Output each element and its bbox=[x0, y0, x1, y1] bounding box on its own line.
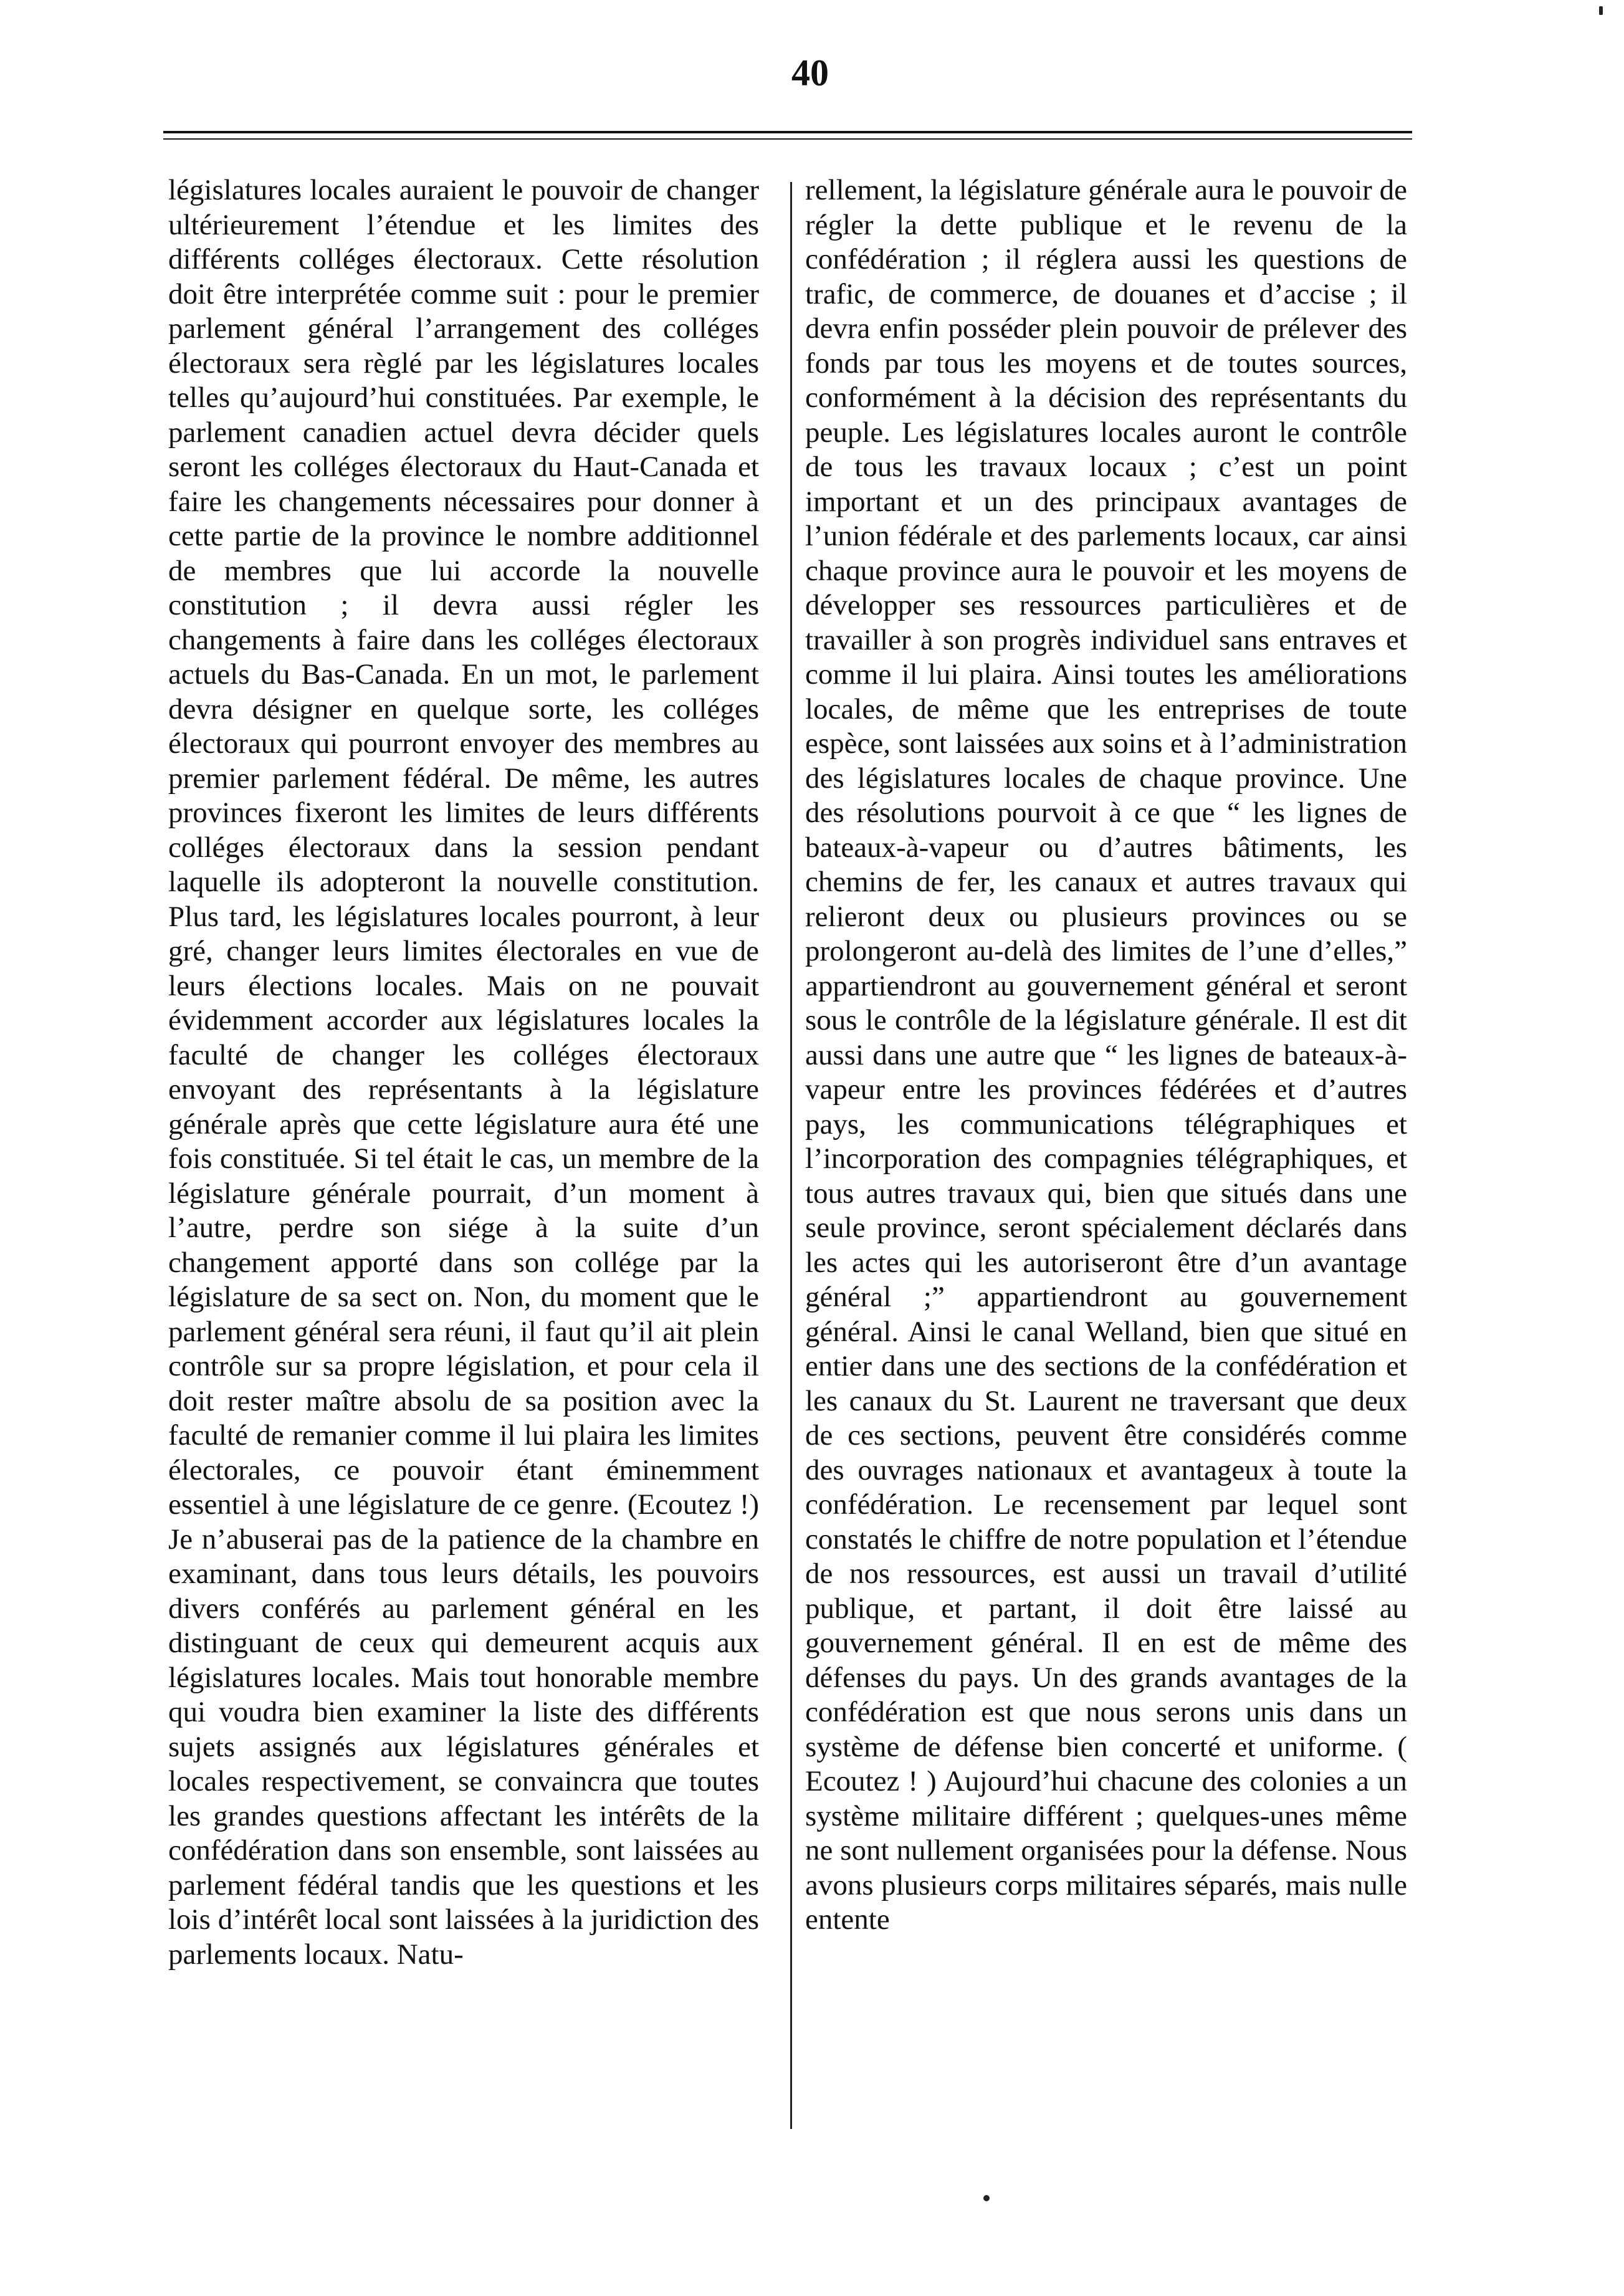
column-text: législatures locales auraient le pouvoir de changer ultérieurement l’étendue et les limites des différents colléges électoraux. Cette résolution doit être interprétée comme suit : pour le premier parlement général l’arrangement des colléges électoraux sera règlé par les législatures locales telles qu’aujourd’hui constituées. Par exemple, le parlement canadien actuel devra décider quels seront les colléges électoraux du Haut-Canada et faire les changements nécessaires pour donner à cette partie de la province le nombre additionnel de membres que lui accorde la nouvelle constitution ; il devra aussi régler les changements à faire dans les colléges électoraux actuels du Bas-Canada. En un mot, le parlement devra désigner en quelque sorte, les colléges électoraux qui pourront envoyer des membres au premier parlement fédéral. De même, les autres provinces fixeront les limites de leurs différents colléges électoraux dans la session pendant laquelle ils adopteront la nouvelle constitution. Plus tard, les législatures locales pourront, à leur gré, changer leurs limites électorales en vue de leurs élections locales. Mais on ne pouvait évidemment accorder aux législatures locales la faculté de changer les colléges électoraux envoyant des représentants à la législature générale après que cette législature aura été une fois constituée. Si tel était le cas, un membre de la législature générale pourrait, d’un moment à l’autre, perdre son siége à la suite d’un changement apporté dans son collége par la législature de sa sect on. Non, du moment que le parlement général sera réuni, il faut qu’il ait plein contrôle sur sa propre législation, et pour cela il doit rester maître absolu de sa position avec la faculté de remanier comme il lui plaira les limites électorales, ce pouvoir étant éminemment essentiel à une législature de ce genre. (Ecoutez !) Je n’abuserai pas de la patience de la chambre en examinant, dans tous leurs détails, les pouvoirs divers conférés au parlement général en les distinguant de ceux qui demeurent acquis aux législatures locales. Mais tout honorable membre qui voudra bien examiner la liste des différents sujets assignés aux législatures générales et locales respectivement, se convaincra que toutes les grandes questions affectant les intérêts de la confédération dans son ensemble, sont laissées au parlement fédéral tandis que les questions et les lois d’intérêt local sont laissées à la juridiction des parlements locaux. Natu- bbox=[168, 174, 759, 1971]
text-column-left bbox=[168, 173, 759, 2143]
ink-speck bbox=[983, 2195, 990, 2201]
column-divider bbox=[790, 182, 792, 2129]
header-rule-thin bbox=[163, 138, 1412, 140]
page-number: 40 bbox=[791, 52, 829, 93]
ink-speck bbox=[1599, 6, 1603, 15]
text-column-right bbox=[805, 173, 1407, 2143]
column-text: rellement, la législature générale aura le pouvoir de régler la dette publique et le revenu de la confédération ; il réglera aussi les questions de trafic, de commerce, de douanes et d’accise ; il devra enfin posséder plein pouvoir de prélever des fonds par tous les moyens et de toutes sources, conformément à la décision des représentants du peuple. Les législatures locales auront le contrôle de tous les travaux locaux ; c’est un point important et un des principaux avantages de l’union fédérale et des parlements locaux, car ainsi chaque province aura le pouvoir et les moyens de développer ses ressources particulières et de travailler à son progrès individuel sans entraves et comme il lui plaira. Ainsi toutes les améliorations locales, de même que les entreprises de toute espèce, sont laissées aux soins et à l’administration des législatures locales de chaque province. Une des résolutions pourvoit à ce que “ les lignes de bateaux-à-vapeur ou d’autres bâtiments, les chemins de fer, les canaux et autres travaux qui relieront deux ou plusieurs provinces ou se prolongeront au-delà des limites de l’une d’elles,” appartiendront au gouvernement général et seront sous le contrôle de la législature générale. Il est dit aussi dans une autre que “ les lignes de bateaux-à-vapeur entre les provinces fédérées et d’autres pays, les communications télégraphiques et l’incorporation des compagnies télégraphiques, et tous autres travaux qui, bien que situés dans une seule province, seront spécialement déclarés dans les actes qui les autoriseront être d’un avantage général ;” appartiendront au gouvernement général. Ainsi le canal Welland, bien que situé en entier dans une des sections de la confédération et les canaux du St. Laurent ne traversant que deux de ces sections, peuvent être considérés comme des ouvrages nationaux et avantageux à toute la confédération. Le recensement par lequel sont constatés le chiffre de notre population et l’étendue de nos ressources, est aussi un travail d’utilité publique, et partant, il doit être laissé au gouvernement général. Il en est de même des défenses du pays. Un des grands avantages de la confédération est que nous serons unis dans un système de défense bien concerté et uniforme. ( Ecoutez ! ) Aujourd’hui chacune des colonies a un système militaire différent ; quelques-unes même ne sont nullement organisées pour la défense. Nous avons plusieurs corps militaires séparés, mais nulle entente bbox=[805, 174, 1407, 1936]
header-rule bbox=[163, 131, 1412, 133]
